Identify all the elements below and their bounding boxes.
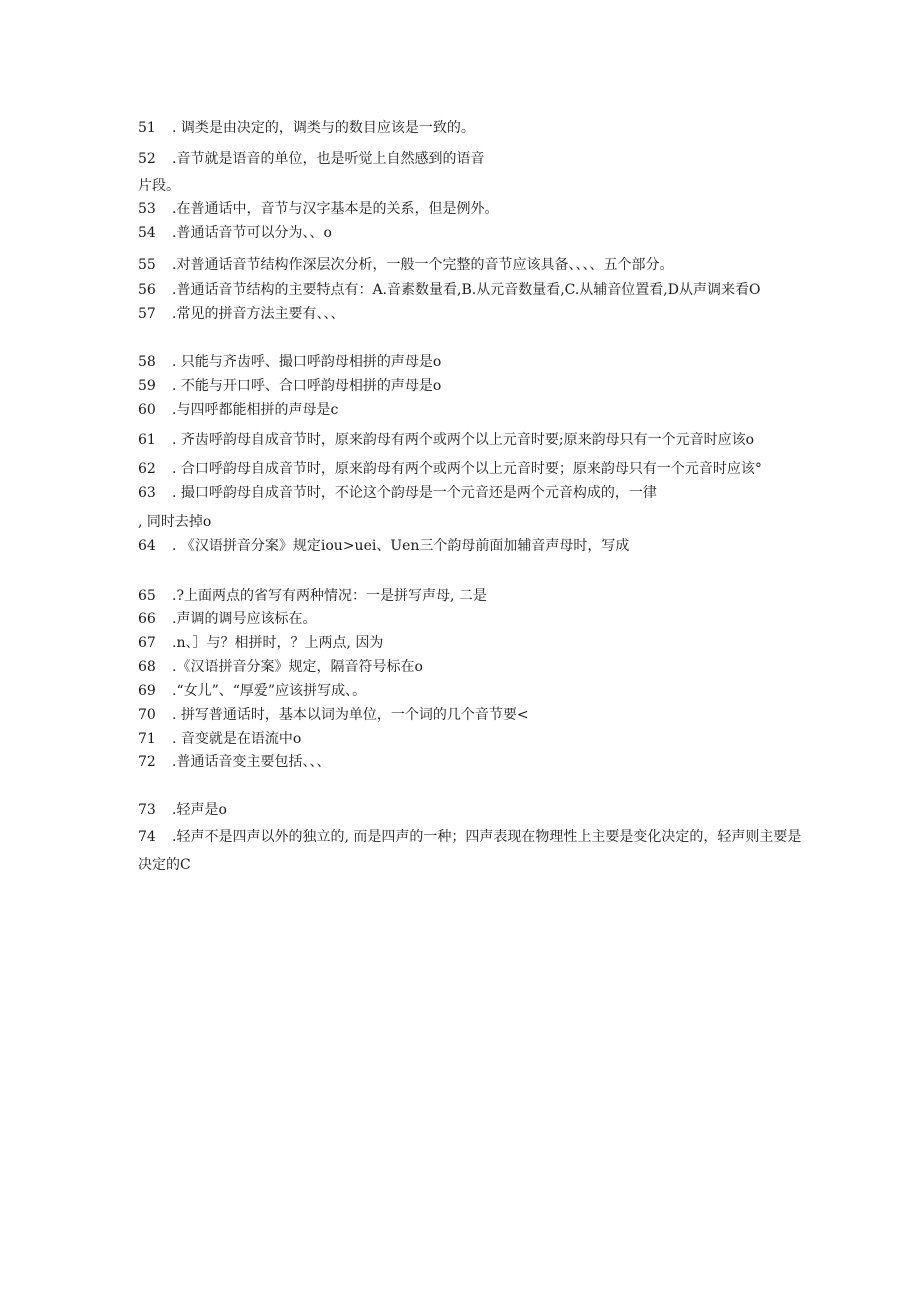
question-text: 片段。 <box>138 178 180 194</box>
question-55 <box>138 256 673 274</box>
question-61 <box>138 431 754 449</box>
question-text: . 音变就是在语流中o <box>172 731 302 747</box>
question-66 <box>138 610 316 628</box>
question-number: 73 <box>138 802 156 818</box>
question-number: 65 <box>138 588 156 604</box>
question-number: 68 <box>138 659 156 675</box>
question-number: 61 <box>138 432 156 448</box>
question-74-continuation <box>138 856 191 874</box>
question-text: .《汉语拼音分案》规定，隔音符号标在o <box>172 659 423 675</box>
question-text: .轻声不是四声以外的独立的, 而是四声的一种；四声表现在物理性上主要是变化决定的，轻声则主要是 <box>172 829 802 845</box>
question-text: .普通话音节结构的主要特点有：A.音素数量看,B.从元音数量看,C.从辅音位置看,D从声调来看O <box>172 282 761 298</box>
question-number: 74 <box>138 829 156 845</box>
question-text: . 只能与齐齿呼、撮口呼韵母相拼的声母是o <box>172 354 442 370</box>
question-52-continuation <box>138 177 180 195</box>
question-59 <box>138 377 441 395</box>
question-number: 57 <box>138 306 156 322</box>
question-73 <box>138 801 227 819</box>
question-number: 55 <box>138 257 156 273</box>
question-text: .与四呼都能相拼的声母是c <box>172 402 339 418</box>
question-68 <box>138 658 423 676</box>
question-text: . 调类是由决定的，调类与的数目应该是一致的。 <box>172 120 475 136</box>
question-56 <box>138 281 760 299</box>
question-number: 66 <box>138 611 156 627</box>
question-number: 72 <box>138 754 156 770</box>
question-number: 53 <box>138 201 156 217</box>
question-text: . 合口呼韵母自成音节时，原来韵母有两个或两个以上元音时要；原来韵母只有一个元音时应该° <box>172 461 762 477</box>
question-51 <box>138 119 475 137</box>
question-text: .音节就是语音的单位，也是听觉上自然感到的语音 <box>172 151 485 167</box>
question-text: , 同时去掉o <box>138 514 212 530</box>
question-69 <box>138 682 366 700</box>
question-text: . 拼写普通话时，基本以词为单位，一个词的几个音节要< <box>172 707 529 723</box>
question-text: .常见的拼音方法主要有、、、 <box>172 306 345 322</box>
question-65 <box>138 587 487 605</box>
question-text: .n、］与？相拼时，？上两点, 因为 <box>172 635 384 651</box>
question-number: 63 <box>138 485 156 501</box>
question-text: .在普通话中，音节与汉字基本是的关系，但是例外。 <box>172 201 499 217</box>
question-text: .?上面两点的省写有两种情况：一是拼写声母, 二是 <box>172 588 487 604</box>
question-text: . 齐齿呼韵母自成音节时，原来韵母有两个或两个以上元音时要;原来韵母只有一个元音时应该o <box>172 432 755 448</box>
question-53 <box>138 200 498 218</box>
question-70 <box>138 706 529 724</box>
question-text: . 《汉语拼音分案》规定iou>uei、Uen三个韵母前面加辅音声母时，写成 <box>172 538 630 554</box>
question-text: .“女儿”、“厚爱”应该拼写成、。 <box>172 683 367 699</box>
question-text: .普通话音节可以分为、、o <box>172 225 332 241</box>
question-text: .对普通话音节结构作深层次分析，一般一个完整的音节应该具备、、、、五个部分。 <box>172 257 674 273</box>
question-text: .轻声是o <box>172 802 227 818</box>
question-74 <box>138 828 801 846</box>
question-text: . 撮口呼韵母自成音节时，不论这个韵母是一个元音还是两个元音构成的，一律 <box>172 485 657 501</box>
question-63 <box>138 484 657 502</box>
question-number: 58 <box>138 354 156 370</box>
question-number: 52 <box>138 151 156 167</box>
question-number: 59 <box>138 378 156 394</box>
question-62 <box>138 460 762 478</box>
question-number: 62 <box>138 461 156 477</box>
question-text: 决定的C <box>138 857 191 873</box>
question-number: 69 <box>138 683 156 699</box>
question-number: 64 <box>138 538 156 554</box>
question-52 <box>138 150 484 168</box>
question-number: 56 <box>138 282 156 298</box>
question-number: 70 <box>138 707 156 723</box>
question-54 <box>138 224 332 242</box>
question-58 <box>138 353 441 371</box>
question-57 <box>138 305 344 323</box>
question-number: 71 <box>138 731 156 747</box>
question-number: 54 <box>138 225 156 241</box>
question-72 <box>138 753 330 771</box>
question-number: 60 <box>138 402 156 418</box>
question-71 <box>138 730 301 748</box>
question-text: . 不能与开口呼、合口呼韵母相拼的声母是o <box>172 378 442 394</box>
question-63-continuation <box>138 513 211 531</box>
question-64 <box>138 537 629 555</box>
question-text: .声调的调号应该标在。 <box>172 611 317 627</box>
question-67 <box>138 634 383 652</box>
question-60 <box>138 401 338 419</box>
question-number: 67 <box>138 635 156 651</box>
question-number: 51 <box>138 120 156 136</box>
question-text: .普通话音变主要包括、、、 <box>172 754 331 770</box>
